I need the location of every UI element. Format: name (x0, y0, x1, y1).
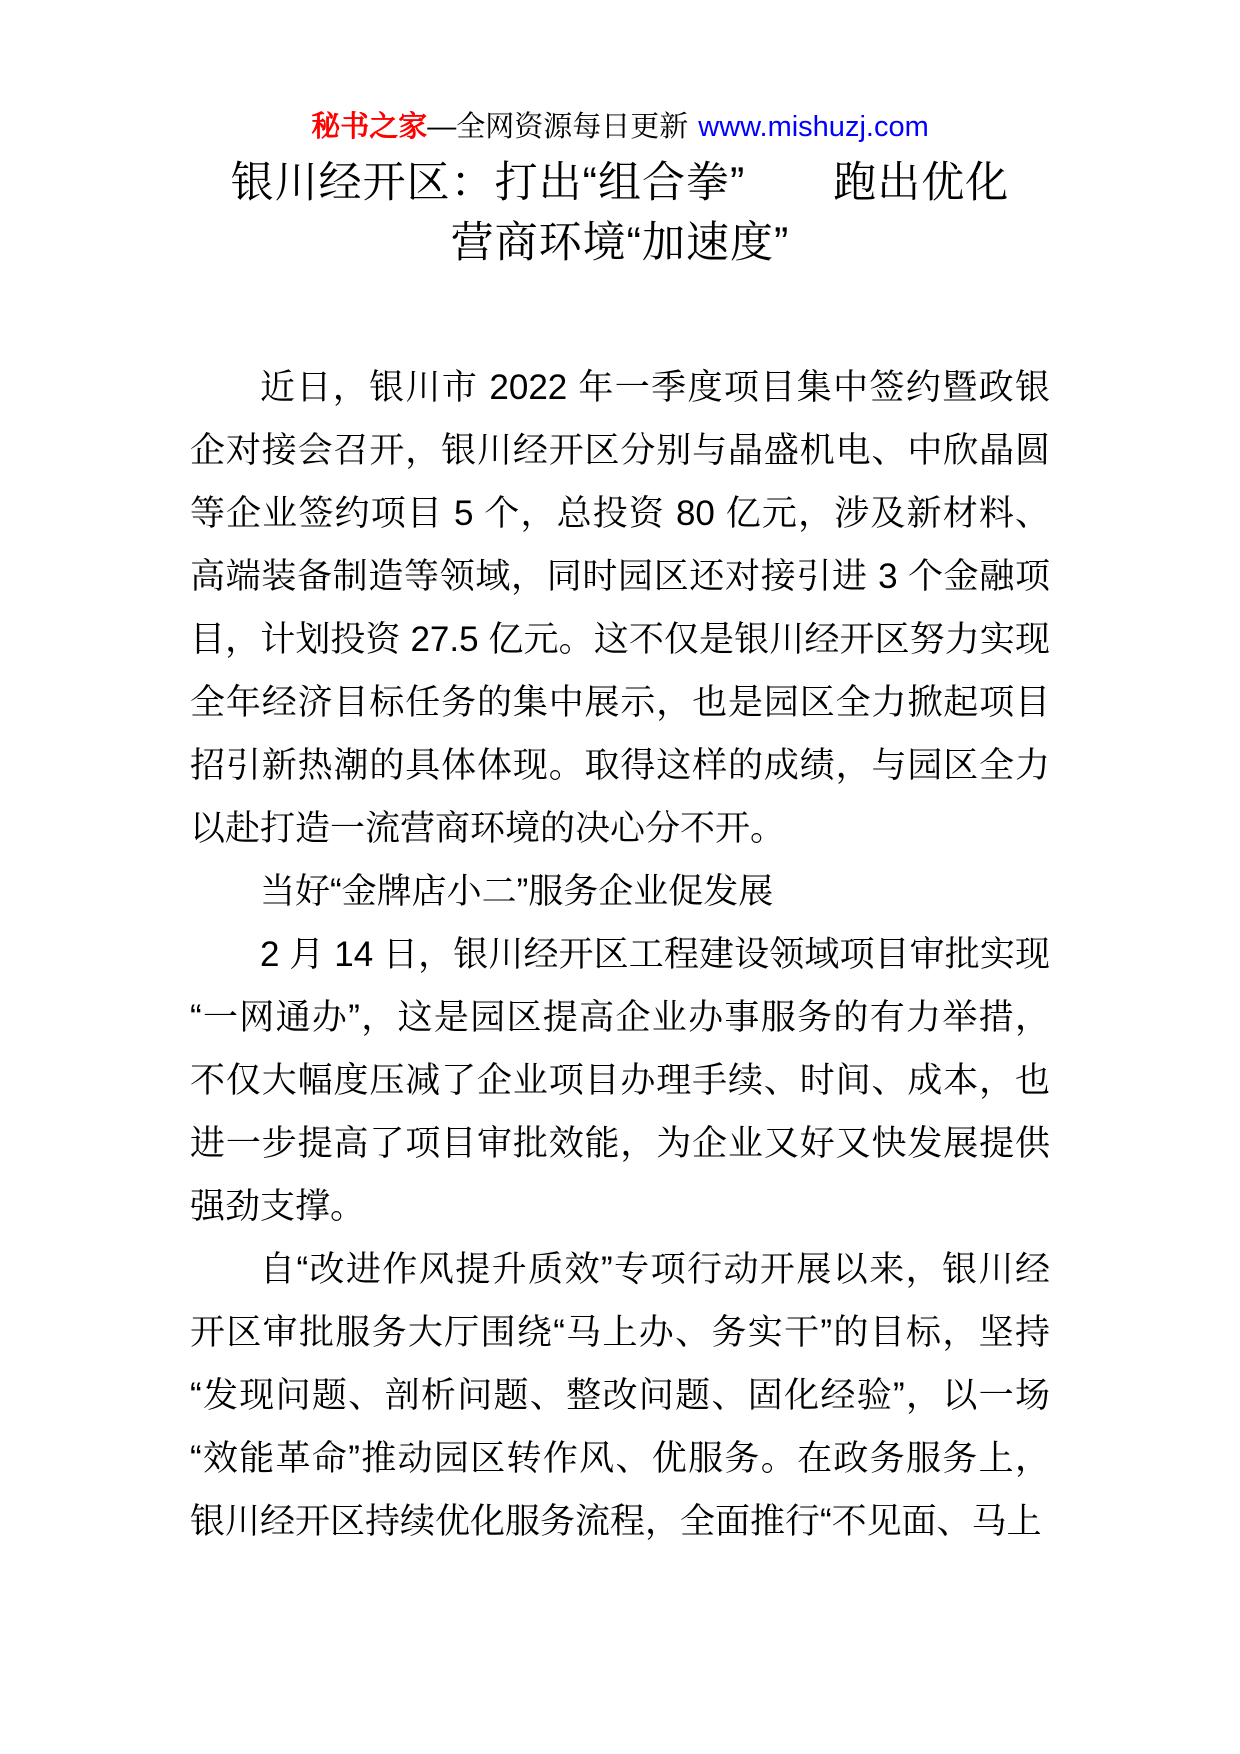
paragraph-one-network: 2 月 14 日，银川经开区工程建设领域项目审批实现“一网通办”，这是园区提高企业办事服务的有力举措，不仅大幅度压减了企业项目办理手续、时间、成本，也进一步提高了项目审批效能，为企业又好又快发展提供强劲支撑。 (190, 935, 1050, 1226)
paragraph-intro: 近日，银川市 2022 年一季度项目集中签约暨政银企对接会召开，银川经开区分别与晶盛机电、中欣晶圆等企业签约项目 5 个，总投资 80 亿元，涉及新材料、高端装备制造等领域，同时园区还对接引进 3 个金融项目，计划投资 27.5 亿元。这不仅是银川经开区努力实现全年经济目标任务的集中展示，也是园区全力掀起项目招引新热潮的具体体现。取得这样的成绩，与园区全力以赴打造一流营商环境的决心分不开。 (190, 368, 1050, 848)
doc-title (170, 153, 1070, 273)
section-heading: 当好“金牌店小二”服务企业促发展 (260, 872, 774, 911)
doc-title-line-1: 银川经开区：打出“组合拳” 跑出优化 (230, 159, 1010, 207)
site-tagline: —全网资源每日更新 (427, 111, 689, 143)
paragraph-efficiency: 自“改进作风提升质效”专项行动开展以来，银川经开区审批服务大厅围绕“马上办、务实干”的目标，坚持“发现问题、剖析问题、整改问题、固化经验”，以一场“效能革命”推动园区转作风、优服务。在政务服务上，银川经开区持续优化服务流程，全面推行“不见面、马上 (190, 1250, 1050, 1541)
site-url: www.mishuzj.com (698, 111, 929, 143)
site-brand: 秘书之家 (311, 111, 428, 143)
doc-body (190, 356, 1050, 1553)
doc-title-line-2: 营商环境“加速度” (450, 219, 790, 267)
site-header (0, 104, 1240, 150)
